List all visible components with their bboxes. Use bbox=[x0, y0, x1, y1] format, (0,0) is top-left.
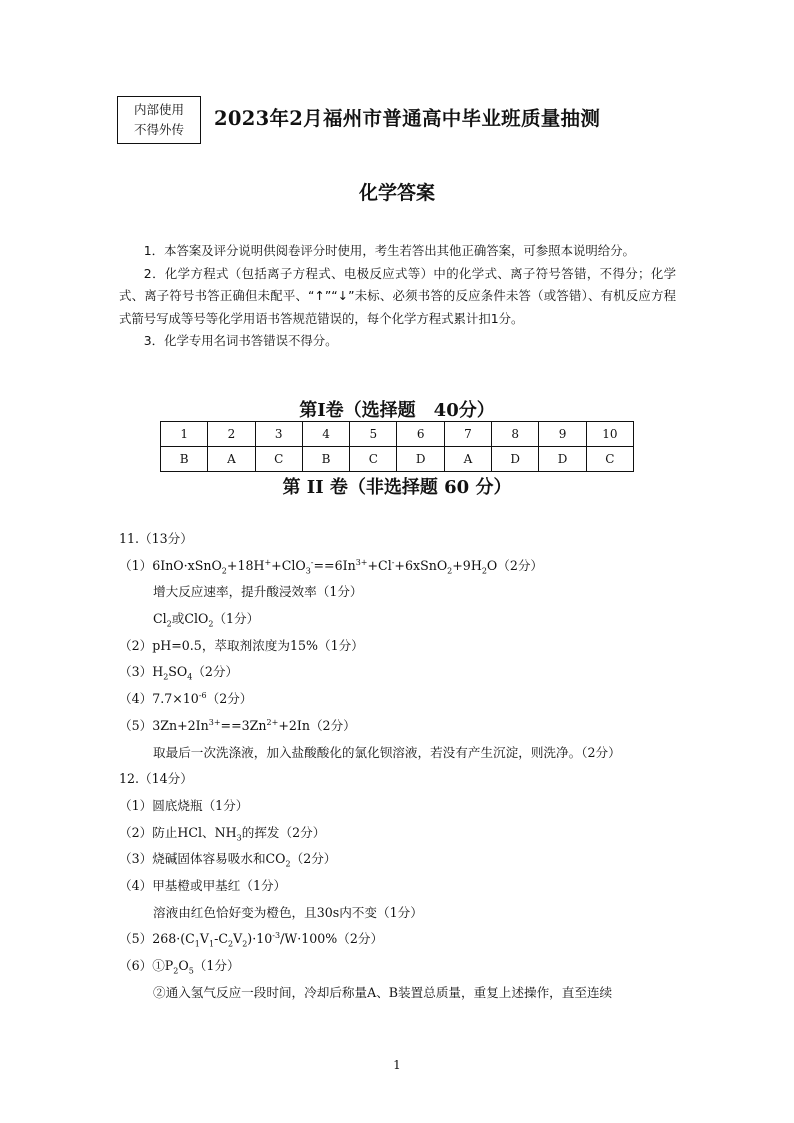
q11-part3: $(3)H_2SO_4(2$分） bbox=[119, 664, 239, 682]
q11-heading: 11.（13分） bbox=[119, 531, 193, 546]
answer-cell: B bbox=[161, 447, 208, 472]
q12-part4: （4）甲基橙或甲基红（1分） bbox=[119, 877, 287, 893]
q11-part1-answer-c: $Cl_2$或ClO$_2$（1分） bbox=[153, 611, 260, 629]
question-number-cell: 6 bbox=[397, 422, 444, 447]
q12-part2: （2）防止HCl、$NH_3$的挥发（2分） bbox=[119, 824, 326, 843]
answer-cell: C bbox=[586, 447, 633, 472]
note-2: 2．化学方程式（包括离子方程式、电极反应式等）中的化学式、离子符号答错，不得分；化学式、离子符号书答正确但未配平、“↑”“↓”未标、必须书答的反应条件未答（或答错）、有机反应方程式箭号写成等号等化学用语书答规范错误的，每个化学方程式累计扣1分。 bbox=[119, 265, 676, 326]
question-number-cell: 10 bbox=[586, 422, 633, 447]
answer-cell: A bbox=[208, 447, 255, 472]
document-title: 2023年2月福州市普通高中毕业班质量抽测 bbox=[214, 107, 601, 130]
q12-part6-answer-b: ②通入氢气反应一段时间，冷却后称量A、B装置总质量，重复上述操作，直至连续 bbox=[153, 984, 613, 1000]
q11-part5-answer-b: 取最后一次洗涤液，加入盐酸酸化的氯化钡溶液，若没有产生沉淀，则洗净。（2分） bbox=[153, 744, 621, 760]
free-response-answers bbox=[119, 526, 679, 1006]
answer-cell: C bbox=[350, 447, 397, 472]
q11-part1-equation: $(1)6InO\cdot xSnO_2+18H^++ClO_3^-==6In^{3+}+Cl^-+6xSnO_2+9H_2O(2$分） bbox=[119, 557, 544, 576]
q12-part1: （1）圆底烧瓶（1分） bbox=[119, 797, 249, 813]
stamp-line-2: 不得外传 bbox=[133, 122, 184, 137]
answer-cell: D bbox=[492, 447, 539, 472]
question-number-row bbox=[161, 422, 634, 447]
page-number: 1 bbox=[393, 1058, 401, 1072]
answer-cell: C bbox=[255, 447, 302, 472]
section-2-title: 第 II 卷（非选择题 60 分） bbox=[282, 477, 512, 498]
question-number-cell: 5 bbox=[350, 422, 397, 447]
question-number-cell: 1 bbox=[161, 422, 208, 447]
question-number-cell: 7 bbox=[444, 422, 491, 447]
question-number-cell: 9 bbox=[539, 422, 586, 447]
question-number-cell: 4 bbox=[302, 422, 349, 447]
q11-part5: $(5)3Zn+2In^{3+}==3Zn^{2+}+2In(2$分） bbox=[119, 717, 356, 733]
answer-cell: D bbox=[397, 447, 444, 472]
section-1-title: 第Ⅰ卷（选择题 40分） bbox=[299, 400, 495, 421]
note-3: 3．化学专用名词书答错误不得分。 bbox=[143, 333, 338, 349]
answer-cell: B bbox=[302, 447, 349, 472]
answer-cell: D bbox=[539, 447, 586, 472]
question-number-cell: 3 bbox=[255, 422, 302, 447]
document-subtitle: 化学答案 bbox=[358, 182, 435, 204]
q12-part6: $(6)①P_2O_5(1$分） bbox=[119, 958, 240, 976]
q11-part1-answer-b: 增大反应速率，提升酸浸效率（1分） bbox=[153, 584, 363, 600]
q12-part3: （3）烧碱固体容易吸水和$CO_2(2$分） bbox=[119, 851, 337, 869]
question-number-cell: 2 bbox=[208, 422, 255, 447]
answer-cell: A bbox=[444, 447, 491, 472]
scoring-notes bbox=[119, 240, 676, 353]
note-1: 1．本答案及评分说明供阅卷评分时使用，考生若答出其他正确答案，可参照本说明给分。 bbox=[143, 243, 635, 258]
q12-part4-answer-b: 溶液由红色恰好变为橙色，且30s内不变（1分） bbox=[153, 904, 423, 920]
stamp-line-1: 内部使用 bbox=[133, 102, 184, 117]
internal-use-stamp bbox=[117, 96, 201, 144]
multiple-choice-answer-table bbox=[160, 421, 634, 472]
q12-part5: $(5)268\cdot(C_1V_1-C_2V_2)\cdot 10^{-3}/W\cdot 100\%(2$分） bbox=[119, 931, 384, 949]
q11-part2: （2）pH=0.5，萃取剂浓度为15%（1分） bbox=[119, 637, 364, 653]
q11-part4: $(4)7.7\times 10^{-6}(2$分） bbox=[119, 690, 253, 707]
answer-row bbox=[161, 447, 634, 472]
question-number-cell: 8 bbox=[492, 422, 539, 447]
q12-heading: 12.（14分） bbox=[119, 771, 193, 787]
